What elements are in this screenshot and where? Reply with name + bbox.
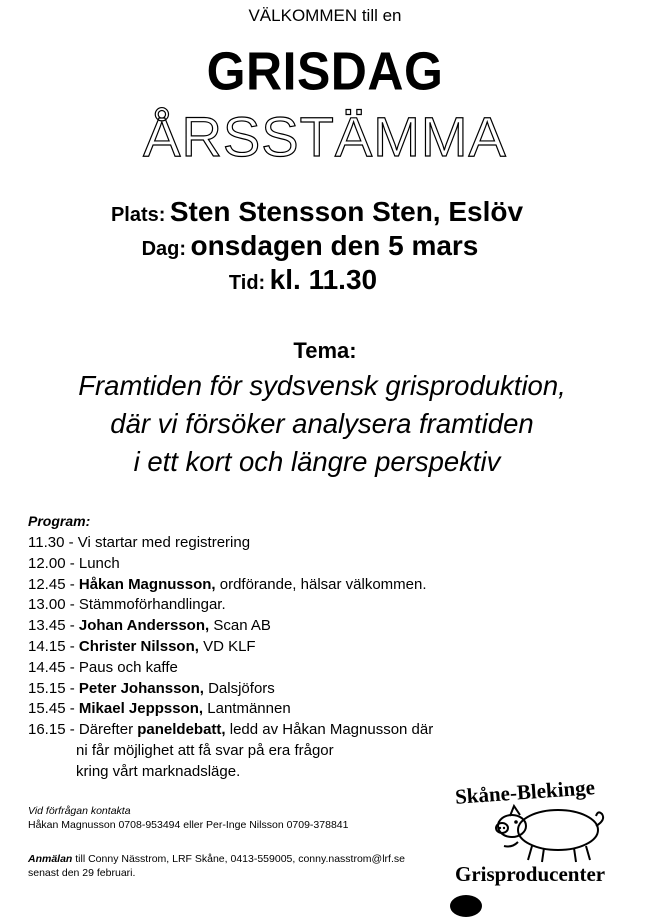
contact-label: Vid förfrågan kontakta [28, 805, 131, 817]
program-item [28, 699, 433, 720]
program-item [28, 679, 433, 700]
logo-top-text: Skåne-Blekinge [454, 775, 596, 809]
program-item [28, 637, 433, 658]
program-item [28, 533, 433, 554]
program-item [28, 575, 433, 596]
theme-line: Framtiden för sydsvensk grisproduktion, [78, 370, 566, 401]
program-item [28, 595, 433, 616]
welcome-text: VÄLKOMMEN till en [248, 6, 402, 25]
program-text: Vi startar med registrering [77, 534, 251, 551]
program-time: 14.15 - [28, 637, 79, 655]
program-list [28, 533, 433, 783]
program-time: 11.30 - [28, 534, 78, 551]
program-speaker: Johan Andersson, [78, 617, 210, 635]
program-text: ordförande, hälsar välkommen. [215, 575, 427, 593]
program-text: Lantmännen [203, 700, 291, 718]
time-line [0, 264, 628, 296]
program-item [28, 658, 433, 679]
place-value: Sten Stensson Sten, Eslöv [169, 196, 524, 227]
day-value: onsdagen den 5 mars [190, 230, 479, 261]
logo-bottom-text: Grisproducenter [455, 862, 606, 886]
program-continuation: ni får möjlighet att få svar på era frågor [76, 741, 334, 759]
registration-info [28, 852, 405, 880]
day-label: Dag: [141, 238, 187, 260]
contact-info [28, 804, 348, 832]
time-value: kl. 11.30 [269, 264, 378, 295]
program-time: 15.15 - [28, 679, 79, 697]
event-title: GRISDAG [206, 40, 444, 102]
program-speaker: Christer Nilsson, [78, 637, 199, 655]
contact-text: Håkan Magnusson 0708-953494 eller Per-Inge Nilsson 0709-378841 [28, 819, 349, 831]
program-continuation: kring vårt marknadsläge. [76, 762, 241, 780]
program-time: 16.15 - [28, 721, 79, 739]
program-speaker: Håkan Magnusson, [78, 575, 216, 593]
program-text: ledd av Håkan Magnusson där [225, 721, 434, 739]
ink-blot [448, 893, 484, 919]
program-text: Stämmoförhandlingar. [78, 596, 226, 614]
program-text: Paus och kaffe [78, 658, 178, 676]
program-item [28, 720, 433, 741]
theme-line: i ett kort och längre perspektiv [133, 446, 501, 477]
program-time: 15.45 - [28, 700, 79, 718]
program-speaker: Peter Johansson, [78, 679, 204, 697]
program-time: 12.00 - [28, 554, 79, 572]
program-time: 14.45 - [28, 658, 79, 676]
registration-label: Anmälan [28, 853, 73, 865]
place-label: Plats: [110, 204, 166, 226]
registration-text: till Conny Nässtrom, LRF Skåne, 0413-559005, conny.nasstrom@lrf.se [72, 853, 405, 865]
program-panel-debate: paneldebatt, [137, 721, 226, 739]
place-line [0, 196, 642, 228]
program-text: Scan AB [209, 617, 271, 635]
registration-deadline: senast den 29 februari. [28, 867, 136, 879]
program-text: VD KLF [198, 637, 256, 655]
program-speaker: Mikael Jeppsson, [78, 700, 204, 718]
program-text-prefix: Därefter [78, 721, 138, 739]
program-text: Lunch [78, 554, 120, 572]
theme-label: Tema: [293, 338, 357, 363]
time-label: Tid: [228, 272, 266, 294]
event-subtitle: ÅRSSTÄMMA [143, 105, 507, 168]
program-time: 13.00 - [28, 596, 79, 614]
day-line [0, 230, 635, 262]
program-time: 12.45 - [28, 575, 79, 593]
program-item [28, 616, 433, 637]
theme-line: där vi försöker analysera framtiden [110, 408, 534, 439]
program-text: Dalsjöfors [203, 679, 275, 697]
program-item [28, 554, 433, 575]
program-heading: Program: [28, 513, 91, 529]
program-time: 13.45 - [28, 617, 79, 635]
